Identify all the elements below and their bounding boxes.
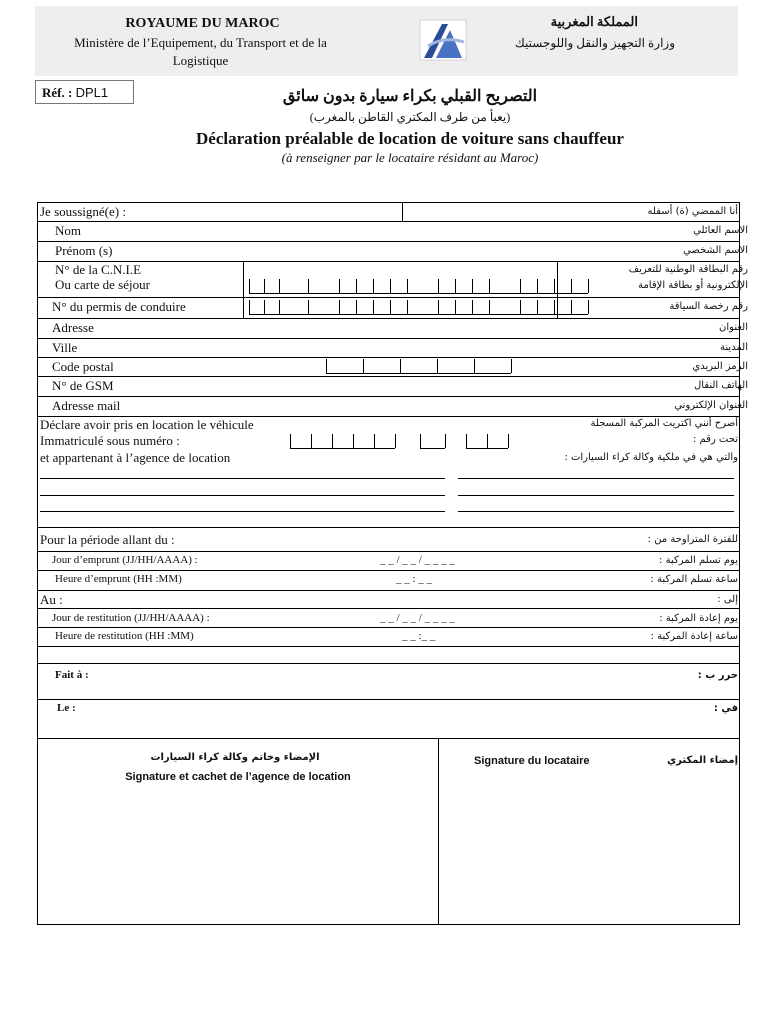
date-label: Le : — [57, 702, 76, 714]
au-label: Au : — [40, 592, 63, 607]
arabic-subtitle: (يعبأ من طرف المكتري القاطن بالمغرب) — [309, 110, 511, 124]
periode-label-ar: للفترة المتراوحة من : — [647, 534, 738, 545]
jour-emprunt-label: Jour d’emprunt (JJ/HH/AAAA) : — [52, 554, 198, 566]
mail-label-ar: العنوان الإلكتروني — [674, 400, 748, 411]
permis-label-ar: رقم رخصة السياقة — [669, 301, 748, 312]
agence-line-ar-1[interactable] — [458, 478, 734, 479]
gsm-field[interactable] — [150, 377, 550, 395]
date-label-ar: في : — [713, 703, 738, 714]
cnie-label: N° de la C.N.I.E — [55, 262, 142, 277]
agence-line-3[interactable] — [40, 511, 445, 512]
sejour-label: Ou carte de séjour — [55, 277, 150, 292]
agence-line-ar-2[interactable] — [458, 495, 734, 496]
heure-restitution-label-ar: ساعة إعادة المركبة : — [650, 631, 738, 642]
ministry-logo-icon — [418, 16, 470, 64]
ville-label: Ville — [52, 340, 78, 355]
gsm-label-ar: الهاتف النقال — [693, 380, 748, 391]
heure-emprunt-label-ar: ساعة تسلم المركبة : — [650, 574, 738, 585]
ville-label-ar: المدينة — [719, 342, 748, 353]
declare-label: Déclare avoir pris en location le véhicule — [40, 417, 254, 432]
heure-emprunt-label: Heure d’emprunt (HH :MM) — [55, 573, 182, 585]
heure-emprunt-field[interactable]: _ _ : _ _ — [396, 573, 433, 585]
jour-emprunt-field[interactable]: _ _ / _ _ / _ _ _ _ — [380, 554, 455, 566]
jour-restitution-label-ar: يوم إعادة المركبة : — [659, 613, 738, 624]
permis-digit-cells[interactable] — [249, 300, 590, 315]
soussigne-label: Je soussigné(e) : — [40, 204, 126, 219]
jour-emprunt-label-ar: يوم تسلم المركبة : — [659, 555, 738, 566]
header-fr-ministry: Ministère de l’Equipement, du Transport et de la Logistique — [74, 35, 327, 68]
agence-line-ar-3[interactable] — [458, 511, 734, 512]
immatriculation-number-cells[interactable] — [290, 434, 397, 449]
code-postal-cells[interactable] — [326, 359, 513, 374]
code-postal-label: Code postal — [52, 359, 114, 374]
mail-field[interactable] — [150, 397, 550, 415]
arabic-title: التصريح القبلي بكراء سيارة بدون سائق — [282, 88, 538, 105]
agence-label-ar: والتي هي في ملكية وكالة كراء السيارات : — [564, 452, 738, 463]
signature-agence-label-ar: الإمضاء وخاتم وكالة كراء السيارات — [150, 752, 320, 763]
jour-restitution-field[interactable]: _ _ / _ _ / _ _ _ _ — [380, 612, 455, 624]
au-label-ar: إلى : — [717, 594, 738, 605]
adresse-label-ar: العنوان — [719, 322, 748, 333]
signature-agence-label: Signature et cachet de l’agence de location — [125, 771, 351, 783]
fait-a-field[interactable] — [120, 665, 680, 695]
date-field[interactable] — [120, 700, 680, 736]
immatricule-label-ar: تحت رقم : — [692, 434, 738, 445]
header-ar-ministry: وزارة التجهيز والنقل واللوجستيك — [514, 36, 675, 50]
fait-a-label: Fait à : — [55, 669, 89, 681]
prenom-label-ar: الاسم الشخصي — [683, 245, 748, 256]
french-title: Déclaration préalable de location de voiture sans chauffeur — [196, 129, 624, 148]
permis-label: N° du permis de conduire — [52, 299, 186, 314]
heure-restitution-label: Heure de restitution (HH :MM) — [55, 630, 194, 642]
header-fr-title: ROYAUME DU MAROC — [125, 16, 280, 31]
jour-restitution-label: Jour de restitution (JJ/HH/AAAA) : — [52, 612, 210, 624]
sejour-label-ar: الإلكترونية أو بطاقة الإقامة — [638, 280, 748, 291]
adresse-field[interactable] — [150, 319, 550, 337]
reference-value: DPL1 — [75, 85, 109, 100]
prenom-field[interactable] — [150, 242, 550, 260]
soussigne-field[interactable] — [404, 203, 604, 220]
agence-line-1[interactable] — [40, 478, 445, 479]
adresse-label: Adresse — [52, 320, 94, 335]
soussigne-label-ar: أنا الممضي (ة) أسفله — [647, 206, 738, 217]
code-postal-label-ar: الرمز البريدي — [692, 361, 748, 372]
nom-field[interactable] — [150, 222, 550, 240]
immatricule-label: Immatriculé sous numéro : — [40, 433, 180, 448]
reference-label: Réf. : — [42, 85, 73, 100]
nom-label: Nom — [55, 223, 81, 238]
french-subtitle: (à renseigner par le locataire résidant au Maroc) — [281, 150, 539, 165]
declare-label-ar: أصرح أنني اكتريت المركبة المسجلة — [590, 418, 738, 429]
agence-line-2[interactable] — [40, 495, 445, 496]
immatriculation-region-cells[interactable] — [466, 434, 510, 449]
fait-a-label-ar: حرر ب : — [697, 670, 738, 681]
cnie-label-ar: رقم البطاقة الوطنية للتعريف — [628, 264, 748, 275]
header-ar-title: المملكة المغربية — [550, 14, 638, 29]
agence-label: et appartenant à l’agence de location — [40, 450, 231, 465]
immatriculation-letter-cells[interactable] — [420, 434, 447, 449]
signature-locataire-area[interactable] — [442, 775, 736, 922]
signature-locataire-label-ar: إمضاء المكتري — [667, 755, 738, 766]
gsm-label: N° de GSM — [52, 378, 114, 393]
heure-restitution-field[interactable]: _ _ :_ _ — [402, 630, 436, 642]
cnie-digit-cells[interactable] — [249, 279, 590, 294]
ville-field[interactable] — [150, 339, 550, 356]
nom-label-ar: الاسم العائلي — [693, 225, 748, 236]
mail-label: Adresse mail — [52, 398, 121, 413]
prenom-label: Prénom (s) — [55, 243, 113, 258]
periode-label: Pour la période allant du : — [40, 532, 175, 547]
signature-locataire-label: Signature du locataire — [474, 755, 590, 767]
signature-agence-area[interactable] — [40, 790, 435, 922]
